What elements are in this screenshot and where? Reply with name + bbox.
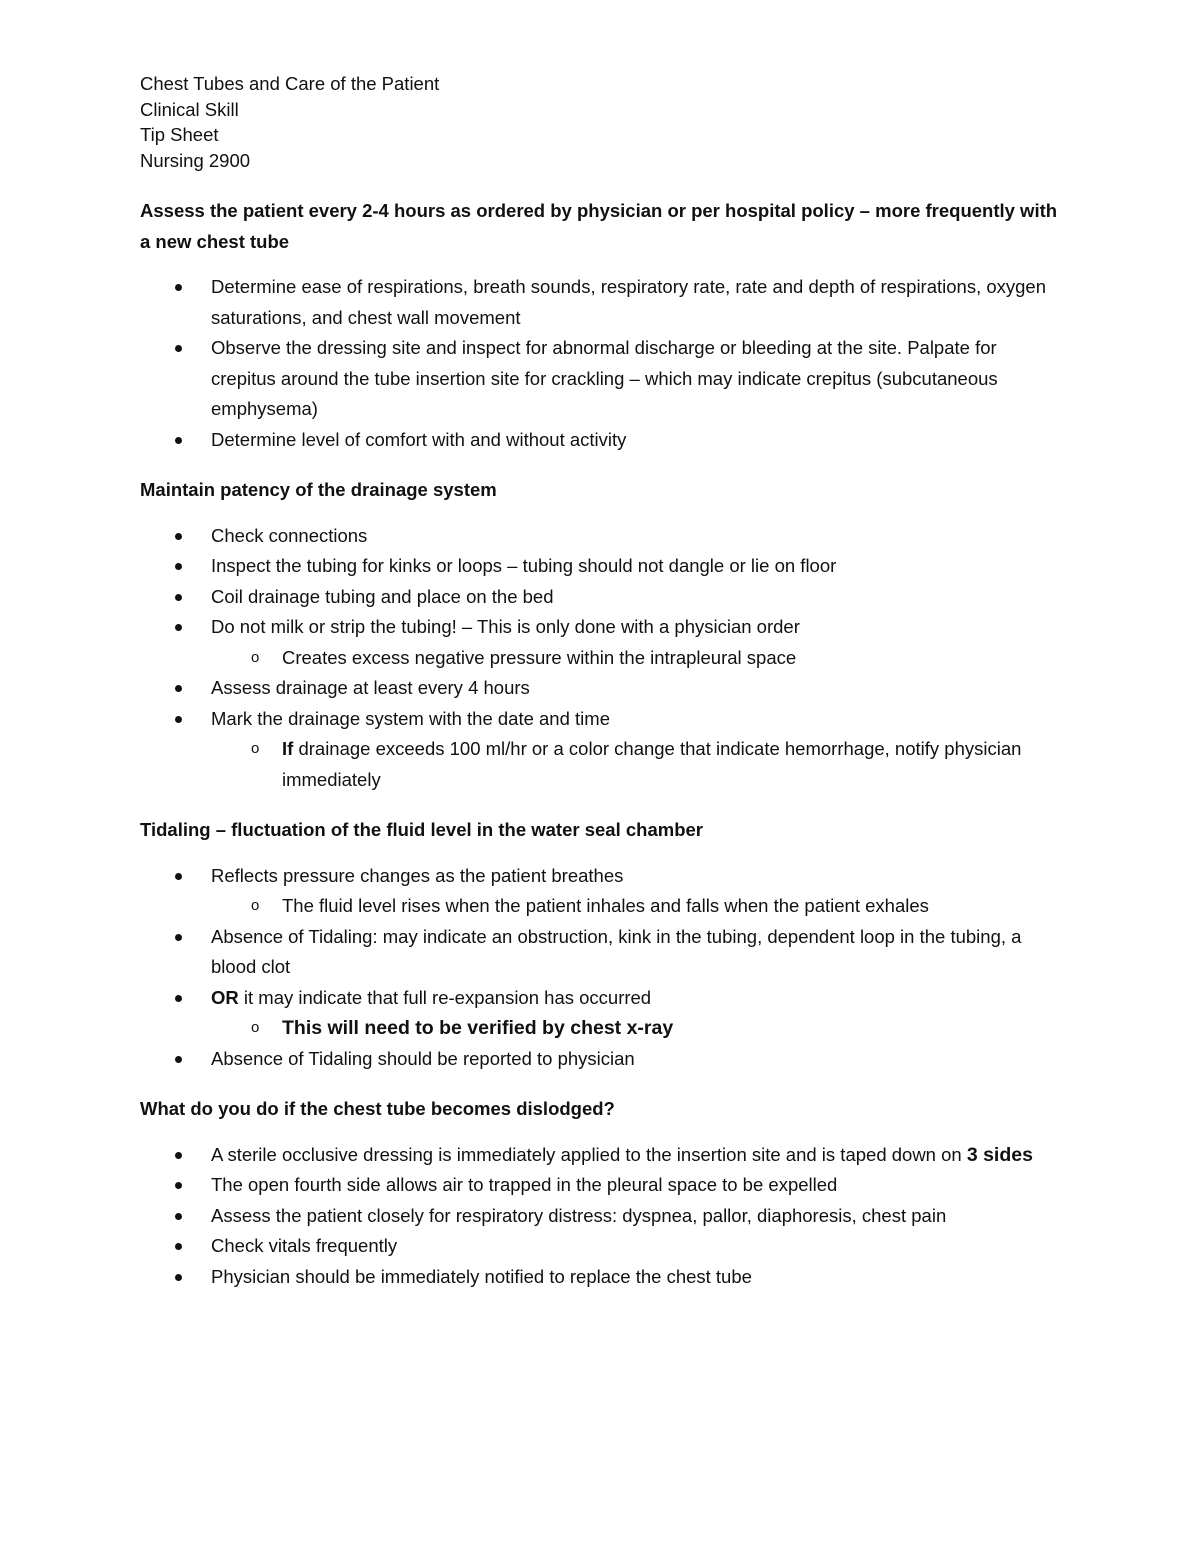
list-item-bold: OR [211,986,239,1008]
bullet-icon [175,716,182,723]
document-header [140,71,1060,173]
list-item-text: Physician should be immediately notified to replace the chest tube [211,1265,752,1287]
bullet-list-patency [140,521,1060,796]
bullet-icon [175,284,182,291]
list-item-text: Inspect the tubing for kinks or loops – tubing should not dangle or lie on floor [211,555,837,576]
bullet-icon [175,437,182,444]
sub-list [211,891,1060,922]
bullet-icon [175,1213,182,1220]
bullet-icon [175,1182,182,1189]
section-title-tidaling: Tidaling – fluctuation of the fluid level in the water seal chamber [140,819,703,840]
list-item-text: Observe the dressing site and inspect for abnormal discharge or bleeding at the site. Palpate for crepitus around the tube insertion site for crackling – which may indicate crepitus (subcutaneous emphysema) [211,337,998,419]
list-item-bold: 3 sides [966,1143,1033,1166]
bullet-list-dislodged [140,1140,1060,1293]
section-title-dislodged: What do you do if the chest tube becomes dislodged? [140,1098,615,1119]
bullet-icon [175,1056,182,1063]
section-dislodged [140,1094,1060,1292]
list-item [140,425,1060,456]
sub-list [211,1013,1060,1044]
bullet-icon [175,594,182,601]
sub-list-item [211,643,1060,674]
sub-list-item-text: The fluid level rises when the patient inhales and falls when the patient exhales [282,895,929,916]
list-item [140,272,1060,333]
section-assess [140,196,1060,455]
bullet-icon [175,624,182,631]
course-name: Nursing 2900 [140,149,251,171]
list-item-text: Mark the drainage system with the date and time [211,707,610,729]
bullet-list-tidaling [140,861,1060,1075]
sub-list [211,643,1060,674]
bullet-icon [175,685,182,692]
sub-bullet-icon: o [251,740,260,757]
list-item [140,1262,1060,1293]
document-subtitle: Clinical Skill [140,98,239,120]
list-item-text: Check connections [211,524,368,546]
bullet-icon [175,873,182,880]
bullet-icon [175,1243,182,1250]
list-item [140,1201,1060,1232]
list-item-text: A sterile occlusive dressing is immediately applied to the insertion site and is taped down on [211,1143,967,1165]
section-title-assess: Assess the patient every 2-4 hours as ordered by physician or per hospital policy – more frequently with a new chest tube [140,200,1058,252]
list-item-text: Absence of Tidaling: may indicate an obstruction, kink in the tubing, dependent loop in the tubing, a blood clot [211,925,1022,977]
sub-list-item [211,891,1060,922]
list-item [140,704,1060,796]
list-item-text: Check vitals frequently [211,1235,398,1256]
sub-list-item-text: drainage exceeds 100 ml/hr or a color change that indicate hemorrhage, notify physician immediately [282,738,1022,790]
list-item-text: Absence of Tidaling should be reported to physician [211,1047,635,1069]
bullet-icon [175,995,182,1002]
list-item [140,1140,1060,1171]
list-item [140,1044,1060,1075]
sub-bullet-icon: o [251,897,260,914]
list-item [140,983,1060,1044]
section-title-patency: Maintain patency of the drainage system [140,479,497,500]
bullet-icon [175,533,182,540]
bullet-icon [175,934,182,941]
sub-bullet-icon: o [251,648,260,666]
list-item [140,551,1060,582]
bullet-icon [175,1152,182,1159]
list-item [140,333,1060,425]
list-item-text: The open fourth side allows air to trapped in the pleural space to be expelled [211,1174,838,1195]
document-type: Tip Sheet [140,124,219,145]
list-item-text: Reflects pressure changes as the patient breathes [211,864,624,886]
sub-bullet-icon: o [251,1019,260,1036]
list-item [140,612,1060,673]
section-tidaling [140,815,1060,1074]
sub-list-item-text: Creates excess negative pressure within the intrapleural space [282,646,797,668]
list-item-text: Coil drainage tubing and place on the bed [211,585,554,607]
list-item [140,521,1060,552]
list-item [140,1231,1060,1262]
document-title: Chest Tubes and Care of the Patient [140,73,440,94]
list-item-text: it may indicate that full re-expansion has occurred [238,986,652,1008]
document-page [140,71,1060,1312]
sub-list-item [211,1013,1060,1044]
sub-list-item-bold: If [282,738,294,759]
list-item-text: Do not milk or strip the tubing! – This is only done with a physician order [211,616,800,637]
section-patency [140,475,1060,795]
list-item-text: Assess the patient closely for respiratory distress: dyspnea, pallor, diaphoresis, chest pain [211,1204,947,1226]
list-item [140,673,1060,704]
bullet-icon [175,345,182,352]
list-item [140,922,1060,983]
sub-list-item-bold: This will need to be verified by chest x-ray [282,1017,674,1039]
bullet-list-assess [140,272,1060,455]
list-item [140,1170,1060,1201]
list-item [140,861,1060,922]
bullet-icon [175,1274,182,1281]
sub-list [211,734,1060,795]
bullet-icon [175,563,182,570]
list-item-text: Determine level of comfort with and without activity [211,428,627,450]
list-item-text: Determine ease of respirations, breath sounds, respiratory rate, rate and depth of respirations, oxygen saturations, and chest wall movement [211,276,1047,328]
list-item [140,582,1060,613]
list-item-text: Assess drainage at least every 4 hours [211,677,530,698]
sub-list-item [211,734,1060,795]
